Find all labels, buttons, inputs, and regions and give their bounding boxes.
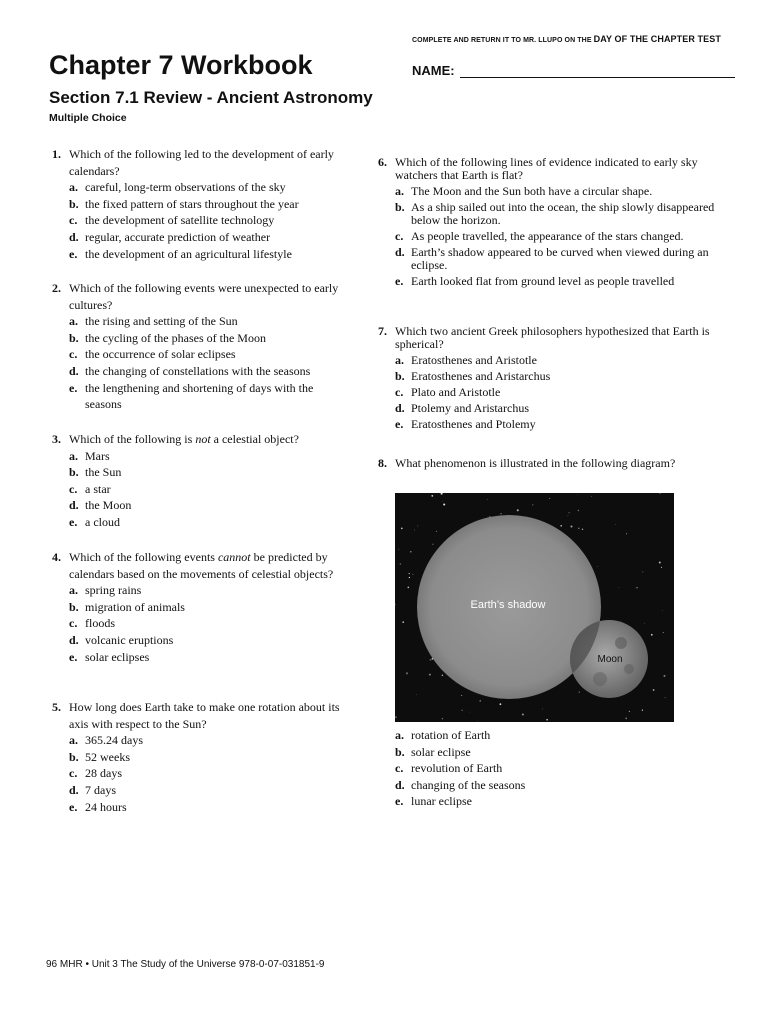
star bbox=[570, 525, 572, 527]
option-text: 52 weeks bbox=[85, 749, 130, 764]
star bbox=[663, 675, 665, 677]
option-letter: b. bbox=[69, 330, 79, 345]
question-1 bbox=[52, 146, 352, 262]
star bbox=[522, 713, 524, 715]
option-letter: c. bbox=[395, 229, 404, 243]
star bbox=[430, 659, 432, 661]
star bbox=[542, 709, 543, 710]
star bbox=[417, 525, 418, 526]
option-text: migration of animals bbox=[85, 599, 185, 614]
lunar-eclipse-diagram bbox=[395, 493, 674, 722]
option-letter: e. bbox=[395, 794, 404, 809]
option-letter: e. bbox=[69, 380, 78, 395]
option-e[interactable] bbox=[52, 649, 352, 666]
star bbox=[568, 515, 569, 516]
option-text: Plato and Aristotle bbox=[411, 385, 501, 399]
option-letter: a. bbox=[395, 353, 404, 367]
star bbox=[469, 712, 470, 713]
option-text: the changing of constellations with the seasons bbox=[85, 363, 311, 378]
option-letter: c. bbox=[69, 347, 78, 362]
star bbox=[625, 717, 627, 719]
option-text: the occurrence of solar eclipses bbox=[85, 347, 236, 362]
option-a[interactable] bbox=[378, 354, 728, 367]
star bbox=[517, 509, 519, 511]
name-field-row bbox=[412, 63, 735, 78]
star bbox=[629, 711, 630, 712]
star bbox=[407, 587, 409, 589]
option-text: 7 days bbox=[85, 782, 116, 797]
option-text: 365.24 days bbox=[85, 733, 143, 748]
return-note-text: COMPLETE AND RETURN IT TO MR. LLUPO ON THE bbox=[412, 37, 592, 44]
option-letter: b. bbox=[69, 196, 79, 211]
star bbox=[442, 675, 444, 677]
moon-crater bbox=[624, 664, 634, 674]
question-number: 4. bbox=[52, 550, 61, 564]
option-letter: c. bbox=[395, 761, 404, 776]
star bbox=[659, 493, 660, 494]
option-text: the fixed pattern of stars throughout the year bbox=[85, 196, 299, 211]
question-number: 2. bbox=[52, 281, 61, 295]
star bbox=[487, 499, 488, 500]
name-blank-line[interactable] bbox=[460, 64, 735, 78]
option-d[interactable] bbox=[378, 777, 728, 794]
star bbox=[479, 700, 481, 702]
star bbox=[636, 587, 637, 588]
option-letter: e. bbox=[395, 274, 404, 288]
option-letter: a. bbox=[69, 583, 78, 598]
star bbox=[615, 524, 616, 525]
option-text: 24 hours bbox=[85, 799, 127, 814]
option-d[interactable] bbox=[52, 782, 352, 799]
question-text bbox=[69, 431, 352, 448]
option-text: the development of satellite technology bbox=[85, 213, 275, 228]
star bbox=[642, 571, 643, 572]
question-text: Which of the following led to the development of early calendars? bbox=[69, 147, 334, 178]
eclipse-illustration bbox=[395, 493, 674, 722]
star bbox=[549, 498, 550, 499]
question-text-part: be predicted by calendars based on the movements of celestial objects? bbox=[69, 550, 334, 581]
star bbox=[560, 525, 562, 527]
option-letter: d. bbox=[395, 777, 405, 792]
option-d[interactable] bbox=[378, 402, 728, 415]
option-letter: b. bbox=[395, 744, 405, 759]
star bbox=[401, 528, 403, 530]
name-label: NAME: bbox=[412, 63, 455, 78]
option-letter: b. bbox=[395, 200, 405, 214]
option-letter: d. bbox=[69, 498, 79, 513]
star bbox=[402, 621, 404, 623]
option-text: Eratosthenes and Aristotle bbox=[411, 353, 537, 367]
option-c[interactable] bbox=[52, 615, 352, 632]
star bbox=[591, 496, 592, 497]
option-e[interactable] bbox=[378, 793, 728, 810]
star bbox=[406, 672, 408, 674]
star bbox=[626, 533, 627, 534]
question-text-part: a celestial object? bbox=[210, 432, 299, 446]
option-b[interactable] bbox=[378, 370, 728, 383]
star bbox=[441, 493, 443, 495]
option-letter: d. bbox=[69, 632, 79, 647]
option-letter: c. bbox=[69, 481, 78, 496]
question-8 bbox=[378, 455, 728, 472]
question-number: 3. bbox=[52, 432, 61, 446]
option-e[interactable] bbox=[52, 246, 352, 263]
star bbox=[662, 610, 663, 611]
star bbox=[409, 577, 410, 578]
question-text: Which two ancient Greek philosophers hypothesized that Earth is spherical? bbox=[395, 324, 710, 351]
option-letter: a. bbox=[69, 733, 78, 748]
question-text: How long does Earth take to make one rotation about its axis with respect to the Sun? bbox=[69, 700, 340, 731]
question-8-options bbox=[378, 727, 728, 810]
star bbox=[578, 527, 580, 529]
option-a[interactable] bbox=[52, 313, 352, 330]
star bbox=[409, 573, 410, 574]
option-text: Earth looked flat from ground level as people travelled bbox=[411, 274, 675, 288]
star bbox=[395, 604, 396, 605]
option-c[interactable] bbox=[52, 212, 352, 229]
option-b[interactable] bbox=[52, 196, 352, 213]
question-5 bbox=[52, 699, 352, 815]
question-number: 7. bbox=[378, 324, 387, 338]
option-c[interactable] bbox=[52, 481, 352, 498]
star bbox=[582, 528, 584, 530]
question-text-part: Which of the following is bbox=[69, 432, 196, 446]
question-number: 8. bbox=[378, 456, 387, 470]
option-b[interactable] bbox=[52, 330, 352, 347]
option-d[interactable] bbox=[52, 632, 352, 649]
option-text: As a ship sailed out into the ocean, the ship slowly disappeared below the horizon. bbox=[411, 200, 715, 227]
question-7 bbox=[378, 325, 728, 434]
option-letter: e. bbox=[395, 417, 404, 431]
option-letter: b. bbox=[69, 465, 79, 480]
section-title: Section 7.1 Review - Ancient Astronomy bbox=[49, 88, 373, 107]
star bbox=[400, 563, 402, 565]
option-letter: e. bbox=[69, 246, 78, 261]
option-e[interactable] bbox=[52, 514, 352, 531]
star bbox=[653, 689, 655, 691]
option-text: spring rains bbox=[85, 583, 142, 598]
option-text: changing of the seasons bbox=[411, 777, 526, 792]
option-letter: d. bbox=[69, 782, 79, 797]
option-letter: b. bbox=[69, 599, 79, 614]
question-text: What phenomenon is illustrated in the following diagram? bbox=[395, 456, 676, 470]
star bbox=[461, 695, 462, 696]
subheading: Multiple Choice bbox=[49, 112, 127, 124]
star bbox=[436, 531, 437, 532]
star bbox=[579, 692, 580, 693]
option-letter: d. bbox=[395, 245, 405, 259]
question-6 bbox=[378, 156, 728, 291]
question-text: Which of the following events were unexpected to early cultures? bbox=[69, 281, 339, 312]
option-letter: a. bbox=[395, 184, 404, 198]
option-text: Earth’s shadow appeared to be curved when viewed during an eclipse. bbox=[411, 245, 709, 272]
star bbox=[577, 494, 578, 495]
star bbox=[532, 504, 533, 505]
star bbox=[462, 710, 463, 711]
star bbox=[442, 501, 443, 502]
moon-label: Moon bbox=[597, 654, 623, 665]
option-e[interactable] bbox=[378, 418, 728, 431]
option-a[interactable] bbox=[378, 185, 728, 198]
option-text: the Sun bbox=[85, 465, 122, 480]
option-b[interactable] bbox=[52, 599, 352, 616]
star bbox=[659, 561, 661, 563]
option-a[interactable] bbox=[52, 179, 352, 196]
option-letter: d. bbox=[69, 229, 79, 244]
option-d[interactable] bbox=[52, 363, 352, 380]
question-4 bbox=[52, 549, 352, 665]
star bbox=[619, 587, 620, 588]
star bbox=[431, 495, 433, 497]
question-2 bbox=[52, 280, 352, 413]
star bbox=[395, 716, 397, 718]
return-note-emphasis: DAY OF THE CHAPTER TEST bbox=[593, 34, 721, 44]
option-text: revolution of Earth bbox=[411, 761, 503, 776]
option-letter: d. bbox=[69, 363, 79, 378]
option-c[interactable] bbox=[378, 230, 728, 243]
question-text: Which of the following lines of evidence indicated to early sky watchers that Earth is flat? bbox=[395, 155, 698, 182]
star bbox=[442, 718, 443, 719]
option-text: floods bbox=[85, 616, 115, 631]
option-letter: e. bbox=[69, 799, 78, 814]
option-text: Eratosthenes and Ptolemy bbox=[411, 417, 536, 431]
option-text: the development of an agricultural lifestyle bbox=[85, 246, 292, 261]
option-c[interactable] bbox=[52, 765, 352, 782]
star bbox=[500, 703, 502, 705]
option-e[interactable] bbox=[52, 380, 352, 413]
option-text: Eratosthenes and Aristarchus bbox=[411, 369, 551, 383]
option-text: the cycling of the phases of the Moon bbox=[85, 330, 266, 345]
star bbox=[651, 634, 653, 636]
question-3 bbox=[52, 431, 352, 531]
option-text: volcanic eruptions bbox=[85, 632, 174, 647]
question-text-emphasis: not bbox=[195, 432, 211, 446]
option-text: solar eclipses bbox=[85, 649, 150, 664]
star bbox=[410, 551, 411, 552]
option-d[interactable] bbox=[52, 229, 352, 246]
question-text-emphasis: cannot bbox=[217, 550, 251, 564]
star bbox=[432, 544, 433, 545]
star bbox=[398, 549, 399, 550]
option-text: lunar eclipse bbox=[411, 794, 472, 809]
option-text: the lengthening and shortening of days with the seasons bbox=[85, 380, 314, 412]
page-footer: 96 MHR • Unit 3 The Study of the Universe 978-0-07-031851-9 bbox=[46, 959, 325, 970]
option-text: rotation of Earth bbox=[411, 728, 491, 742]
option-letter: b. bbox=[395, 369, 405, 383]
star bbox=[661, 567, 662, 568]
star bbox=[443, 503, 445, 505]
option-text: Ptolemy and Aristarchus bbox=[411, 401, 529, 415]
option-letter: c. bbox=[69, 766, 78, 781]
question-text bbox=[69, 549, 352, 582]
star bbox=[546, 719, 548, 721]
option-letter: d. bbox=[395, 401, 405, 415]
option-c[interactable] bbox=[378, 386, 728, 399]
option-d[interactable] bbox=[378, 246, 728, 272]
option-letter: a. bbox=[395, 728, 404, 742]
star bbox=[597, 566, 598, 567]
question-number: 1. bbox=[52, 147, 61, 161]
star bbox=[663, 632, 664, 633]
option-text: a cloud bbox=[85, 514, 120, 529]
option-letter: a. bbox=[69, 314, 78, 329]
question-text-part: Which of the following events bbox=[69, 550, 218, 564]
option-d[interactable] bbox=[52, 497, 352, 514]
option-a[interactable] bbox=[52, 732, 352, 749]
option-text: careful, long-term observations of the sky bbox=[85, 180, 286, 195]
option-letter: e. bbox=[69, 514, 78, 529]
option-b[interactable] bbox=[378, 201, 728, 227]
option-text: the Moon bbox=[85, 498, 132, 513]
option-c[interactable] bbox=[378, 760, 728, 777]
star bbox=[412, 574, 413, 575]
option-text: As people travelled, the appearance of the stars changed. bbox=[411, 229, 684, 243]
option-a[interactable] bbox=[52, 448, 352, 465]
star bbox=[578, 510, 579, 511]
star bbox=[477, 721, 478, 722]
option-e[interactable] bbox=[378, 275, 728, 288]
star bbox=[644, 623, 645, 624]
star bbox=[416, 694, 417, 695]
option-letter: c. bbox=[69, 616, 78, 631]
option-text: the rising and setting of the Sun bbox=[85, 314, 238, 329]
option-a[interactable] bbox=[378, 727, 728, 744]
option-text: solar eclipse bbox=[411, 744, 471, 759]
option-a[interactable] bbox=[52, 582, 352, 599]
question-number: 5. bbox=[52, 700, 61, 714]
earth-shadow-label: Earth’s shadow bbox=[470, 599, 546, 611]
option-letter: e. bbox=[69, 649, 78, 664]
moon-crater bbox=[593, 672, 607, 686]
star bbox=[665, 697, 666, 698]
option-letter: a. bbox=[69, 180, 78, 195]
option-b[interactable] bbox=[378, 744, 728, 761]
star bbox=[642, 709, 643, 710]
star bbox=[429, 674, 431, 676]
option-letter: c. bbox=[395, 385, 404, 399]
option-c[interactable] bbox=[52, 346, 352, 363]
option-letter: c. bbox=[69, 213, 78, 228]
question-number: 6. bbox=[378, 155, 387, 169]
option-text: regular, accurate prediction of weather bbox=[85, 229, 271, 244]
option-b[interactable] bbox=[52, 464, 352, 481]
option-b[interactable] bbox=[52, 749, 352, 766]
return-instructions bbox=[412, 34, 721, 44]
star bbox=[500, 513, 501, 514]
option-text: Mars bbox=[85, 448, 110, 463]
option-text: The Moon and the Sun both have a circular shape. bbox=[411, 184, 653, 198]
option-text: 28 days bbox=[85, 766, 122, 781]
moon-crater bbox=[615, 637, 627, 649]
star bbox=[568, 512, 569, 513]
option-e[interactable] bbox=[52, 799, 352, 816]
option-letter: a. bbox=[69, 448, 78, 463]
option-text: a star bbox=[85, 481, 111, 496]
chapter-title: Chapter 7 Workbook bbox=[49, 50, 313, 80]
option-letter: b. bbox=[69, 749, 79, 764]
star bbox=[414, 530, 415, 531]
